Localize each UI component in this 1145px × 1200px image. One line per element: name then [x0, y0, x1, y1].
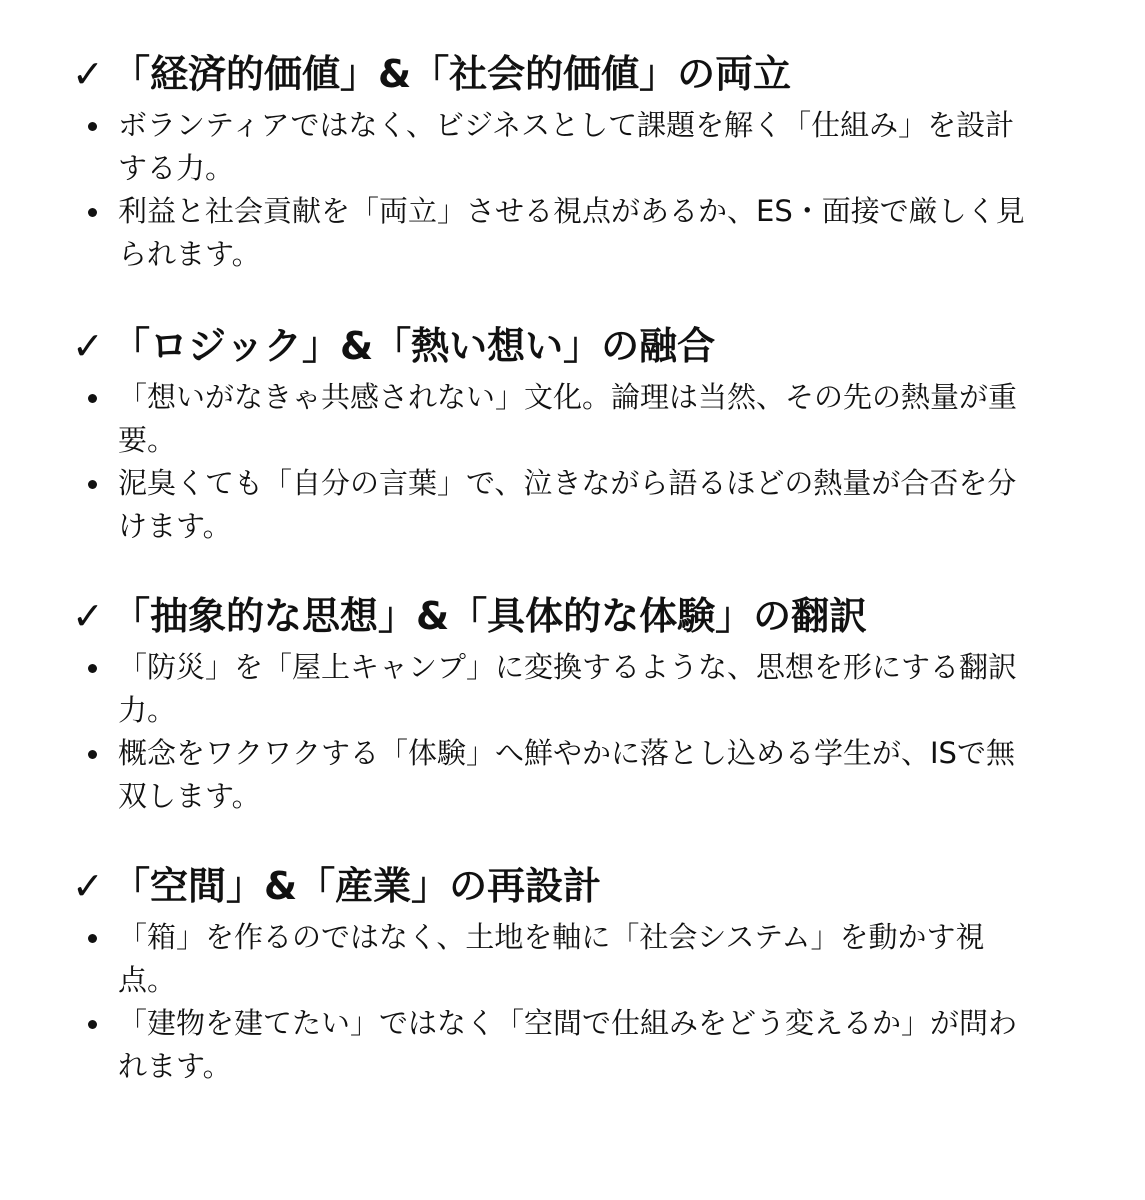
list-item [72, 190, 1038, 276]
check-icon: ✓ [72, 864, 104, 908]
bullet-dot-icon [88, 394, 97, 403]
check-icon: ✓ [72, 52, 104, 96]
section-heading [72, 590, 1072, 642]
bullet-list [72, 104, 1072, 276]
list-item-text: 「防災」を「屋上キャンプ」に変換するような、思想を形にする翻訳力。 [118, 650, 1018, 727]
list-item-text: 泥臭くても「自分の言葉」で、泣きながら語るほどの熱量が合否を分けます。 [118, 466, 1017, 543]
list-item [72, 376, 1038, 462]
section-economic-social-value [72, 48, 1072, 276]
bullet-dot-icon [88, 934, 97, 943]
section-title: 「空間」&「産業」の再設計 [112, 864, 602, 908]
bullet-dot-icon [88, 664, 97, 673]
list-item-text: 「想いがなきゃ共感されない」文化。論理は当然、その先の熱量が重要。 [118, 380, 1018, 457]
section-title: 「抽象的な思想」&「具体的な体験」の翻訳 [112, 594, 868, 638]
section-logic-passion [72, 320, 1072, 548]
list-item [72, 1002, 1038, 1088]
section-title: 「ロジック」&「熱い想い」の融合 [112, 324, 716, 368]
check-icon: ✓ [72, 594, 104, 638]
section-heading [72, 48, 1072, 100]
bullet-list [72, 376, 1072, 548]
list-item [72, 732, 1038, 818]
section-title: 「経済的価値」&「社会的価値」の両立 [112, 52, 792, 96]
list-item [72, 462, 1038, 548]
list-item-text: ボランティアではなく、ビジネスとして課題を解く「仕組み」を設計する力。 [118, 108, 1015, 185]
check-icon: ✓ [72, 324, 104, 368]
bullet-list [72, 646, 1072, 818]
section-space-industry [72, 860, 1072, 1088]
section-heading [72, 860, 1072, 912]
bullet-dot-icon [88, 208, 97, 217]
bullet-dot-icon [88, 480, 97, 489]
section-abstract-concrete [72, 590, 1072, 818]
list-item-text: 概念をワクワクする「体験」へ鮮やかに落とし込める学生が、ISで無双します。 [118, 736, 1015, 813]
list-item-text: 「箱」を作るのではなく、土地を軸に「社会システム」を動かす視点。 [118, 920, 985, 997]
list-item [72, 104, 1038, 190]
list-item-text: 「建物を建てたい」ではなく「空間で仕組みをどう変えるか」が問われます。 [118, 1006, 1018, 1083]
bullet-dot-icon [88, 122, 97, 131]
bullet-dot-icon [88, 750, 97, 759]
section-heading [72, 320, 1072, 372]
list-item [72, 646, 1038, 732]
list-item-text: 利益と社会貢献を「両立」させる視点があるか、ES・面接で厳しく見られます。 [118, 194, 1025, 271]
bullet-dot-icon [88, 1020, 97, 1029]
bullet-list [72, 916, 1072, 1088]
list-item [72, 916, 1038, 1002]
